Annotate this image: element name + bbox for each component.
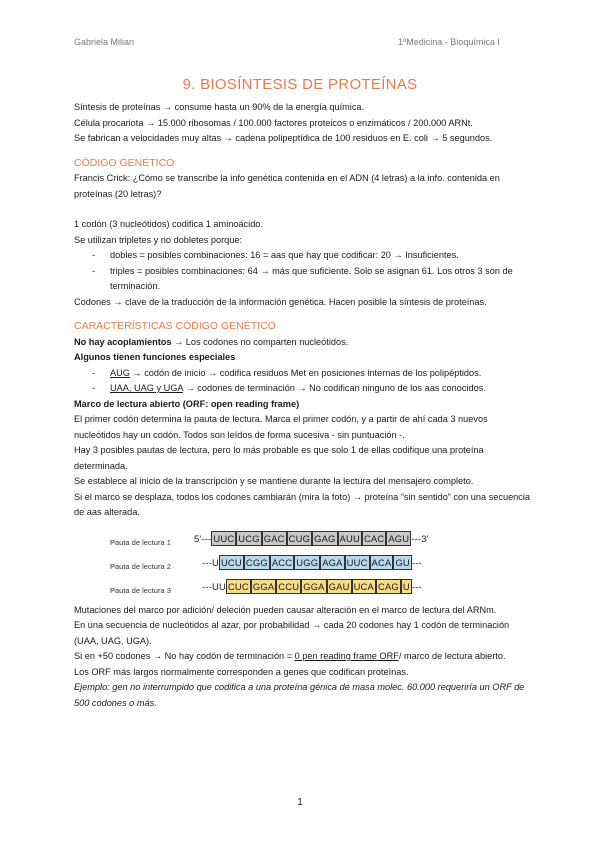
paragraph: Se establece al inicio de la transcripción y se mantiene durante la lectura del mensajero completo.: [74, 476, 474, 486]
dashes: ---: [202, 580, 212, 592]
frame-sequence: [202, 555, 422, 571]
paragraph: [74, 335, 532, 351]
bullet-item: - dobles = posibles combinaciones: 16 = aas que hay que codificar: 20 → Insuficientes.: [92, 250, 459, 260]
codon-box: UUC: [346, 556, 368, 568]
paragraph: Hay 3 posibles pautas de lectura, pero lo más probable es que solo 1 de ellas codifique una proteína determinada.: [74, 445, 484, 471]
codon-box: AUU: [339, 532, 360, 544]
frame-label: Pauta de lectura 3: [110, 585, 171, 595]
section-heading-codigo: CÓDIGO GENÉTICO: [74, 156, 175, 169]
codon-group: [226, 581, 412, 592]
paragraph: Se utilizan tripletes y no dobletes porque:: [74, 234, 243, 245]
bullet-item: - UAA, UAG y UGA → codones de terminación → No codifican ninguno de los aas conocidos.: [92, 383, 486, 393]
codon-box: CCU: [278, 580, 300, 592]
bullet-text: → codones de terminación → No codifican ninguno de los aas conocidos.: [183, 383, 486, 393]
intro-line: Se fabrican a velocidades muy altas → cadena polipeptídica de 100 residuos en E. coli → 5 segundos.: [74, 133, 493, 143]
frame-sequence: [202, 579, 422, 595]
bullet-text: dobles = posibles combinaciones: 16 = aas que hay que codificar: 20 → Insuficientes.: [110, 250, 459, 260]
three-prime: 3': [421, 532, 429, 544]
frame-sequence: [194, 531, 429, 547]
lead-nucleotide: UU: [211, 580, 226, 592]
text: Si en +50 codones → No hay codón de terminación =: [74, 651, 295, 661]
codon-group: [211, 533, 411, 544]
codon-box: GGA: [303, 580, 325, 592]
paragraph: En una secuencia de nucleótidos al azar, por probabilidad → cada 20 codones hay 1 codón de terminación (UAA, UAG, UGA).: [74, 620, 510, 646]
text: → Los codones no comparten nucleótidos.: [171, 336, 349, 347]
bold-term: No hay acoplamientos: [74, 336, 172, 347]
paragraph: Codones → clave de la traducción de la información genética. Hacen posible la síntesis de proteínas.: [74, 296, 487, 307]
header-course: 1ºMedicina - Bioquímica I: [398, 37, 500, 47]
bullet-text: → codón de inicio → codifica residuos Met en posiciones internas de los polipéptidos.: [129, 367, 482, 378]
codon-box: CGG: [245, 556, 268, 568]
example-paragraph: Ejemplo: gen no interrumpido que codifica a una proteína génica de masa molec. 60.000 requeriría un ORF de 500 codones o más.: [74, 682, 525, 708]
subheading: Algunos tienen funciones especiales: [74, 352, 236, 362]
underlined-term: UAA, UAG y UGA: [110, 383, 184, 393]
codon-box: ACA: [371, 556, 392, 568]
codon-box: UGG: [296, 556, 319, 568]
codon-box: UUC: [213, 532, 235, 544]
codon-box: CUG: [288, 532, 311, 544]
dashes: ---: [411, 532, 422, 544]
reading-frames-figure: [74, 525, 532, 599]
codon-box: UCU: [220, 556, 242, 568]
document-body: [74, 100, 532, 711]
intro-line: Célula procariota → 15.000 ribosomas / 100.000 factores proteicos o enzimáticos / 200.000 ARNt.: [74, 117, 473, 128]
section-heading-caracteristicas: CARACTERÍSTICAS CÓDIGO GENÉTICO: [74, 320, 276, 332]
codon-box: GAC: [263, 532, 285, 544]
paragraph: 1 codón (3 nucleótidos) codifica 1 aminoácido.: [74, 219, 263, 229]
bullet-item: - triples = posibles combinaciones: 64 → más que suficiente. Solo se asignan 61. Los otros 3 son de terminación.: [92, 265, 513, 291]
page-title: 9. BIOSÍNTESIS DE PROTEÍNAS: [182, 76, 418, 93]
text: / marco de lectura abierto.: [398, 651, 506, 661]
lead-nucleotide: U: [211, 556, 219, 568]
codon-box: AGU: [388, 532, 410, 544]
frame-label: Pauta de lectura 1: [110, 537, 171, 547]
codon-box: GU: [395, 556, 410, 568]
codon-box: AGA: [322, 556, 343, 568]
codon-box: CUC: [227, 580, 249, 592]
paragraph: Mutaciones del marco por adición/ deleción pueden causar alteración en el marco de lectura del ARNm.: [74, 604, 497, 615]
underlined-term: 0 pen reading frame ORF: [294, 651, 399, 661]
codon-group: [219, 557, 412, 568]
codon-box: ACC: [271, 556, 293, 568]
header-author: Gabriela Milian: [74, 37, 135, 47]
paragraph: Si el marco se desplaza, todos los codones cambiarán (mira la foto) → proteína “sin sentido” con una secuencia de aas alterada.: [74, 491, 531, 517]
paragraph: Los ORF más largos normalmente corresponden a genes que codifican proteínas.: [74, 666, 409, 677]
codon-box: CAG: [377, 580, 399, 592]
codon-box: GAG: [314, 532, 336, 544]
codon-box: UCA: [353, 580, 374, 592]
codon-box: CAC: [363, 532, 385, 544]
page-number: 1: [297, 797, 303, 808]
dashes: ---: [411, 556, 422, 568]
paragraph: El primer codón determina la pauta de lectura. Marca el primer codón, y a partir de ahí cada 3 nuevos nucleótidos hay un codón. Todos son leídos de forma sucesiva - sin puntuación -.: [74, 414, 488, 440]
frame-label: Pauta de lectura 2: [110, 561, 171, 571]
dashes: ---: [201, 532, 212, 544]
five-prime: 5': [194, 532, 202, 544]
paragraph: Francis Crick: ¿Cómo se transcribe la info genética contenida en el ADN (4 letras) a la info. contenida en proteínas (20 letras)?: [74, 173, 500, 199]
dashes: ---: [202, 556, 212, 568]
codon-box: UCG: [238, 532, 260, 544]
intro-line: Síntesis de proteínas → consume hasta un 90% de la energía química.: [74, 102, 365, 112]
codon-box: GGA: [252, 580, 275, 592]
bullet-item: - AUG → codón de inicio → codifica residuos Met en posiciones internas de los polipéptidos.: [92, 367, 482, 378]
bullet-text: triples = posibles combinaciones: 64 → más que suficiente. Solo se asignan 61. Los otros 3 son de terminación.: [110, 265, 513, 291]
subheading: Marco de lectura abierto (ORF: open reading frame): [74, 398, 300, 409]
underlined-term: AUG: [110, 367, 130, 378]
paragraph: [74, 649, 532, 665]
codon-box: U: [402, 580, 410, 592]
codon-box: GAU: [328, 580, 350, 592]
dashes: ---: [411, 580, 422, 592]
